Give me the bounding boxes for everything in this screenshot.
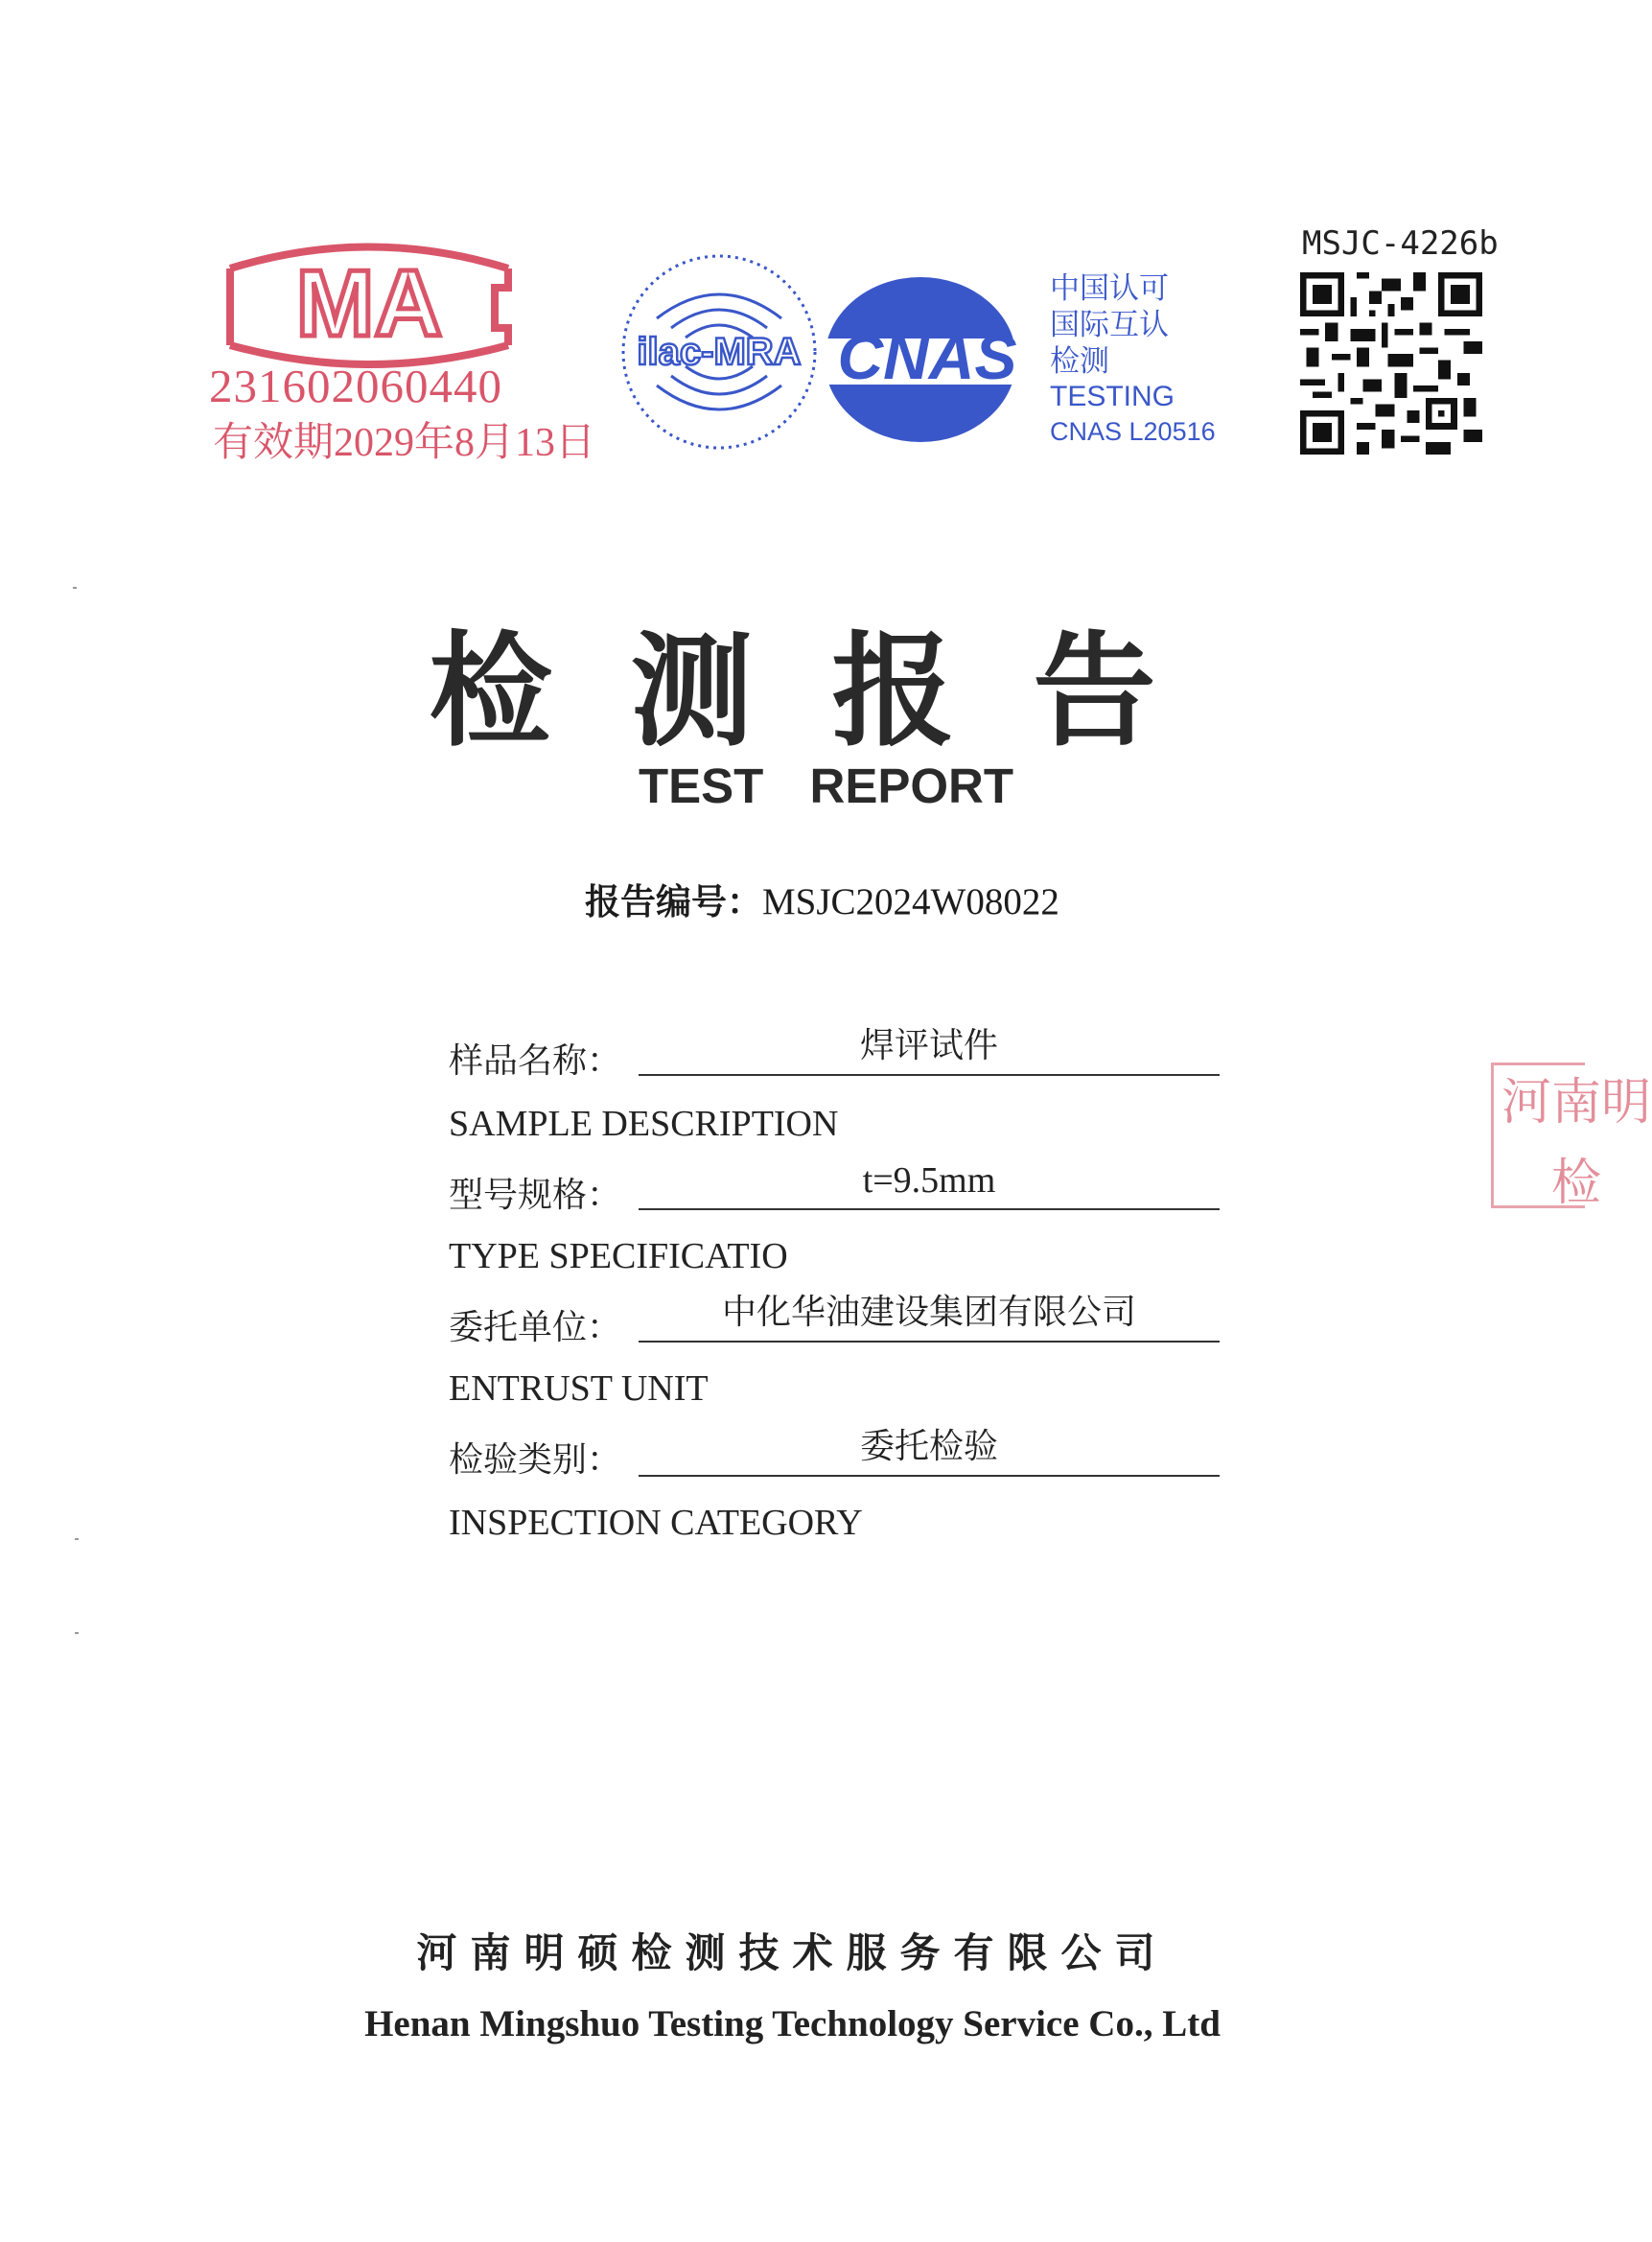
entrust-unit-value: 中化华油建设集团有限公司 [639, 1289, 1220, 1343]
type-specification-label-en: TYPE SPECIFICATIO [449, 1236, 788, 1276]
document-code: MSJC-4226b [1302, 224, 1499, 263]
seam-stamp-line-1: 河南明 [1501, 1074, 1652, 1132]
report-title-cn: 检测报告 [429, 619, 1235, 763]
scan-speck [75, 1632, 79, 1634]
cnas-logo-text: CNAS [837, 321, 1017, 392]
inspection-category-label-en: INSPECTION CATEGORY [449, 1503, 863, 1543]
qr-code-icon[interactable] [1300, 272, 1482, 455]
cnas-line-2: 国际互认 [1050, 308, 1169, 342]
cnas-line-1: 中国认可 [1050, 271, 1169, 306]
report-number-label: 报告编号： [585, 881, 762, 922]
scan-speck [73, 587, 77, 589]
seam-stamp [1491, 1063, 1652, 1212]
inspection-category-value: 委托检验 [639, 1423, 1220, 1477]
report-number-value: MSJC2024W08022 [762, 881, 1059, 922]
ilac-text: ilac-MRA [637, 331, 802, 373]
seam-stamp-line-2: 检 [1551, 1155, 1602, 1212]
ilac-mra-logo [618, 251, 820, 453]
type-specification-label-cn: 型号规格： [449, 1176, 622, 1215]
scan-speck [75, 1538, 79, 1540]
cnas-logo [820, 271, 1050, 449]
entrust-unit-label-en: ENTRUST UNIT [449, 1368, 709, 1409]
report-number [585, 873, 1059, 924]
sample-description-label-en: SAMPLE DESCRIPTION [449, 1104, 839, 1144]
cnas-accreditation-text [1050, 270, 1216, 449]
cma-valid-until: 有效期2029年8月13日 [213, 421, 596, 465]
inspection-category-label-cn: 检验类别： [449, 1440, 622, 1480]
type-specification-value: t=9.5mm [639, 1156, 1220, 1210]
entrust-unit-label-cn: 委托单位： [449, 1308, 622, 1347]
cnas-code: CNAS L20516 [1050, 417, 1216, 446]
sample-description-value: 焊评试件 [639, 1022, 1220, 1076]
cma-cert-number: 231602060440 [209, 360, 502, 412]
sample-description-label-cn: 样品名称： [449, 1041, 622, 1081]
company-name-en: Henan Mingshuo Testing Technology Service Co., Ltd [364, 2003, 1221, 2044]
report-title-en: TEST REPORT [638, 759, 1014, 813]
company-name-cn: 河南明硕检测技术服务有限公司 [416, 1929, 1169, 1976]
cnas-line-4: TESTING [1050, 381, 1175, 412]
cma-logo-text: MA [295, 250, 443, 356]
cnas-line-3: 检测 [1050, 344, 1109, 379]
